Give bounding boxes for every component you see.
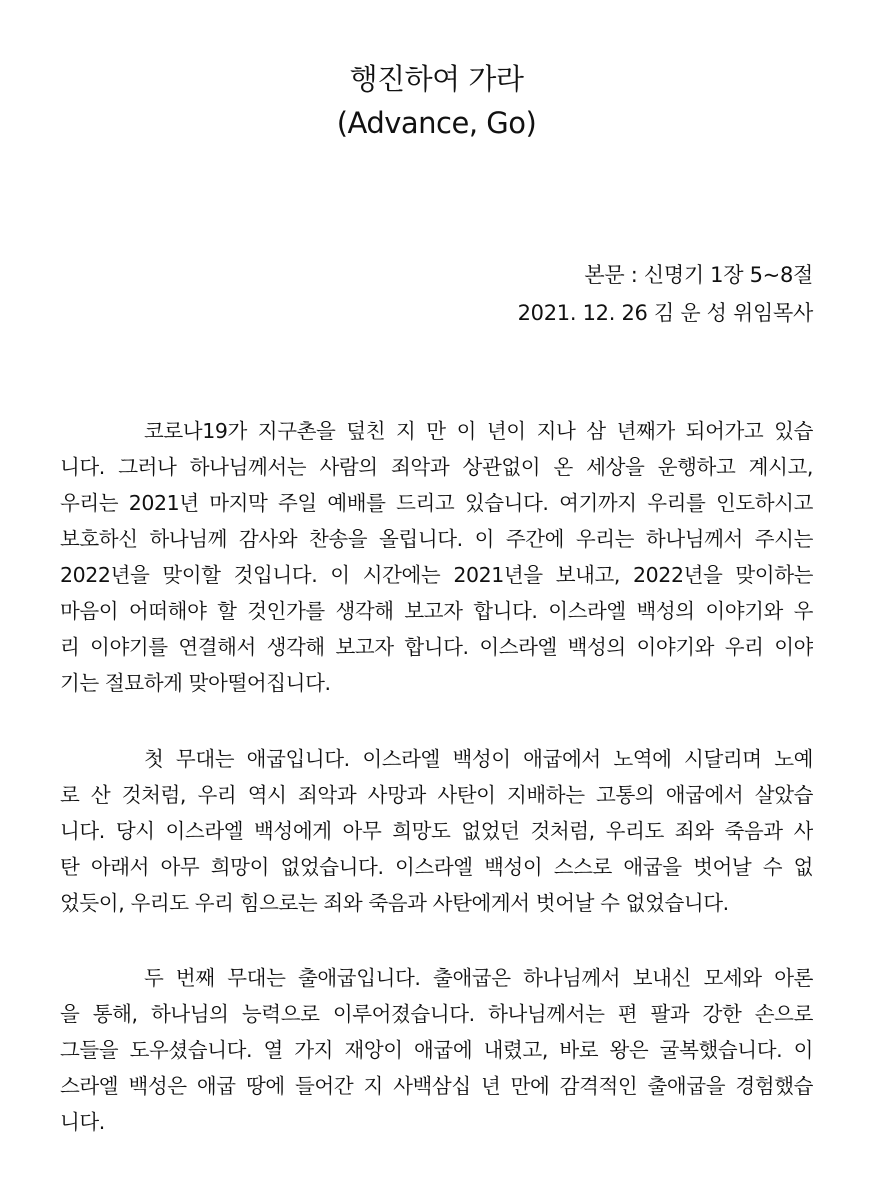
text-line: 첫 무대는 애굽입니다. 이스라엘 백성이 애굽에서 노역에 시달리며 노예 <box>144 747 813 771</box>
date-and-author: 2021. 12. 26 김 운 성 위임목사 <box>517 301 813 325</box>
text-line: 니다. <box>60 1110 105 1134</box>
text-line: 우리는 2021년 마지막 주일 예배를 드리고 있습니다. 여기까지 우리를 인도하시고 <box>60 491 813 515</box>
scripture-reference: 본문 : 신명기 1장 5~8절 <box>584 263 813 287</box>
text-line: 2022년을 맞이할 것입니다. 이 시간에는 2021년을 보내고, 2022년을 맞이하는 <box>60 563 813 587</box>
sermon-subtitle: (Advance, Go) <box>336 106 537 140</box>
text-line: 탄 아래서 아무 희망이 없었습니다. 이스라엘 백성이 스스로 애굽을 벗어날 수 없 <box>60 855 813 879</box>
text-line: 니다. 그러나 하나님께서는 사람의 죄악과 상관없이 온 세상을 운행하고 계시고, <box>60 455 813 479</box>
paragraph-1 <box>60 413 813 701</box>
text-line: 기는 절묘하게 맞아떨어집니다. <box>60 671 331 695</box>
text-line: 었듯이, 우리도 우리 힘으로는 죄와 죽음과 사탄에게서 벗어날 수 없었습니다. <box>60 891 729 915</box>
text-line: 로 산 것처럼, 우리 역시 죄악과 사망과 사탄이 지배하는 고통의 애굽에서 살았습 <box>60 783 813 807</box>
text-line: 니다. 당시 이스라엘 백성에게 아무 희망도 없었던 것처럼, 우리도 죄와 죽음과 사 <box>60 819 813 843</box>
text-line: 두 번째 무대는 출애굽입니다. 출애굽은 하나님께서 보내신 모세와 아론 <box>144 966 813 990</box>
sermon-title: 행진하여 가라 <box>349 62 524 96</box>
text-line: 리 이야기를 연결해서 생각해 보고자 합니다. 이스라엘 백성의 이야기와 우리 이야 <box>60 635 813 659</box>
text-line: 그들을 도우셨습니다. 열 가지 재앙이 애굽에 내렸고, 바로 왕은 굴복했습니다. 이 <box>60 1038 813 1062</box>
text-line: 스라엘 백성은 애굽 땅에 들어간 지 사백삼십 년 만에 감격적인 출애굽을 경험했습 <box>60 1074 813 1098</box>
text-line: 을 통해, 하나님의 능력으로 이루어졌습니다. 하나님께서는 편 팔과 강한 손으로 <box>60 1002 813 1026</box>
paragraph-3 <box>60 960 813 1140</box>
text-line: 보호하신 하나님께 감사와 찬송을 올립니다. 이 주간에 우리는 하나님께서 주시는 <box>60 527 813 551</box>
text-line: 마음이 어떠해야 할 것인가를 생각해 보고자 합니다. 이스라엘 백성의 이야기와 우 <box>60 599 813 623</box>
paragraph-2 <box>60 741 813 921</box>
text-line: 코로나19가 지구촌을 덮친 지 만 이 년이 지나 삼 년째가 되어가고 있습 <box>144 419 813 443</box>
